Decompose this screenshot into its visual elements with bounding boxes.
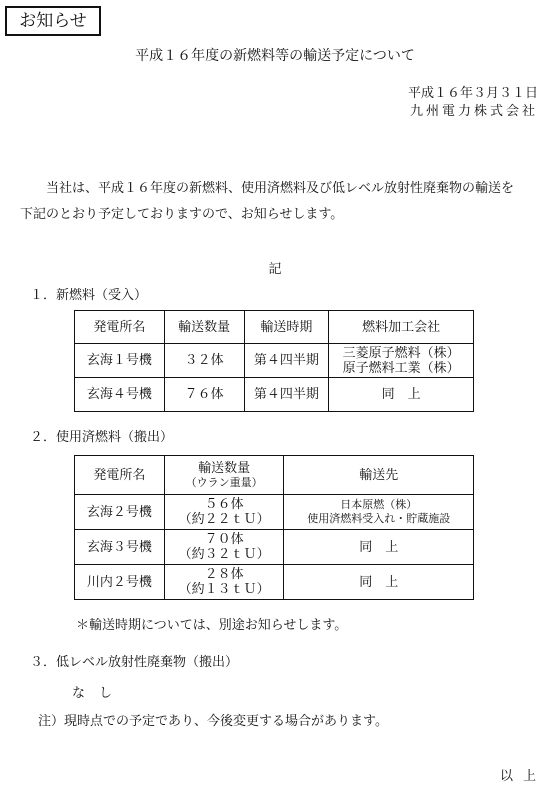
- intro-line-1: 当社は、平成１６年度の新燃料、使用済燃料及び低レベル放射性廃棄物の輸送を: [46, 181, 515, 196]
- section-2-heading: ２．使用済燃料（搬出）: [30, 430, 174, 445]
- header-cell: 発電所名: [75, 456, 165, 495]
- section-1-heading: １．新燃料（受入）: [30, 288, 148, 303]
- intro-line-2: 下記のとおり予定しておりますので、お知らせします。: [20, 207, 344, 222]
- qty-cell: [164, 565, 284, 600]
- dest-line: 日本原燃（株）: [340, 498, 418, 511]
- qty-line: ５６体: [204, 497, 244, 512]
- timing-note: ＊輸送時期については、別途お知らせします。: [76, 618, 348, 633]
- company-cell: 同 上: [329, 378, 474, 412]
- page-title: 平成１６年度の新燃料等の輸送予定について: [135, 48, 415, 64]
- dest-cell: 同 上: [284, 530, 474, 565]
- weight-line: （約２２ｔＵ）: [178, 512, 270, 527]
- table-header-row: [75, 311, 474, 344]
- dest-cell: 同 上: [284, 565, 474, 600]
- table-row: [75, 344, 474, 378]
- header-line: 輸送数量: [198, 460, 251, 476]
- table-row: [75, 378, 474, 412]
- header-cell: [164, 456, 284, 495]
- plant-cell: 玄海３号機: [75, 530, 165, 565]
- header-line: （ウラン重量）: [185, 475, 263, 489]
- section-3-value: なし: [72, 686, 127, 701]
- ki-heading: 記: [268, 262, 282, 277]
- header-cell: 輸送先: [284, 456, 474, 495]
- period-cell: 第４四半期: [244, 344, 329, 378]
- period-cell: 第４四半期: [244, 378, 329, 412]
- plant-cell: 玄海１号機: [75, 344, 165, 378]
- intro-paragraph: [20, 176, 550, 228]
- new-fuel-table: [74, 310, 474, 412]
- header-cell: 輸送数量: [164, 311, 244, 344]
- closing-mark: 以上: [500, 769, 547, 784]
- qty-line: ７０体: [204, 532, 244, 547]
- plant-cell: 川内２号機: [75, 565, 165, 600]
- plant-cell: 玄海２号機: [75, 495, 165, 530]
- section-3-heading: ３．低レベル放射性廃棄物（搬出）: [30, 655, 239, 670]
- dest-line: 使用済燃料受入れ・貯蔵施設: [307, 512, 451, 525]
- weight-line: （約１３ｔＵ）: [178, 582, 270, 597]
- header-cell: 輸送時期: [244, 311, 329, 344]
- weight-line: （約３２ｔＵ）: [178, 547, 270, 562]
- qty-cell: [164, 495, 284, 530]
- header-cell: 発電所名: [75, 311, 165, 344]
- disclaimer-note: 注）現時点での予定であり、今後変更する場合があります。: [38, 714, 388, 729]
- table-row: [75, 530, 474, 565]
- qty-cell: [164, 530, 284, 565]
- qty-cell: ７６体: [164, 378, 244, 412]
- company-name: 九州電力株式会社: [409, 104, 538, 119]
- dest-cell: [284, 495, 474, 530]
- header-cell: 燃料加工会社: [329, 311, 474, 344]
- notice-label: お知らせ: [5, 6, 101, 36]
- table-row: [75, 565, 474, 600]
- company-line: 三菱原子燃料（株）: [342, 345, 460, 361]
- plant-cell: 玄海４号機: [75, 378, 165, 412]
- table-header-row: [75, 456, 474, 495]
- spent-fuel-table: [74, 455, 474, 600]
- qty-cell: ３２体: [164, 344, 244, 378]
- company-cell: [329, 344, 474, 378]
- table-row: [75, 495, 474, 530]
- issue-date: 平成１６年３月３１日: [407, 86, 538, 101]
- qty-line: ２８体: [204, 567, 244, 582]
- company-line: 原子燃料工業（株）: [342, 360, 460, 376]
